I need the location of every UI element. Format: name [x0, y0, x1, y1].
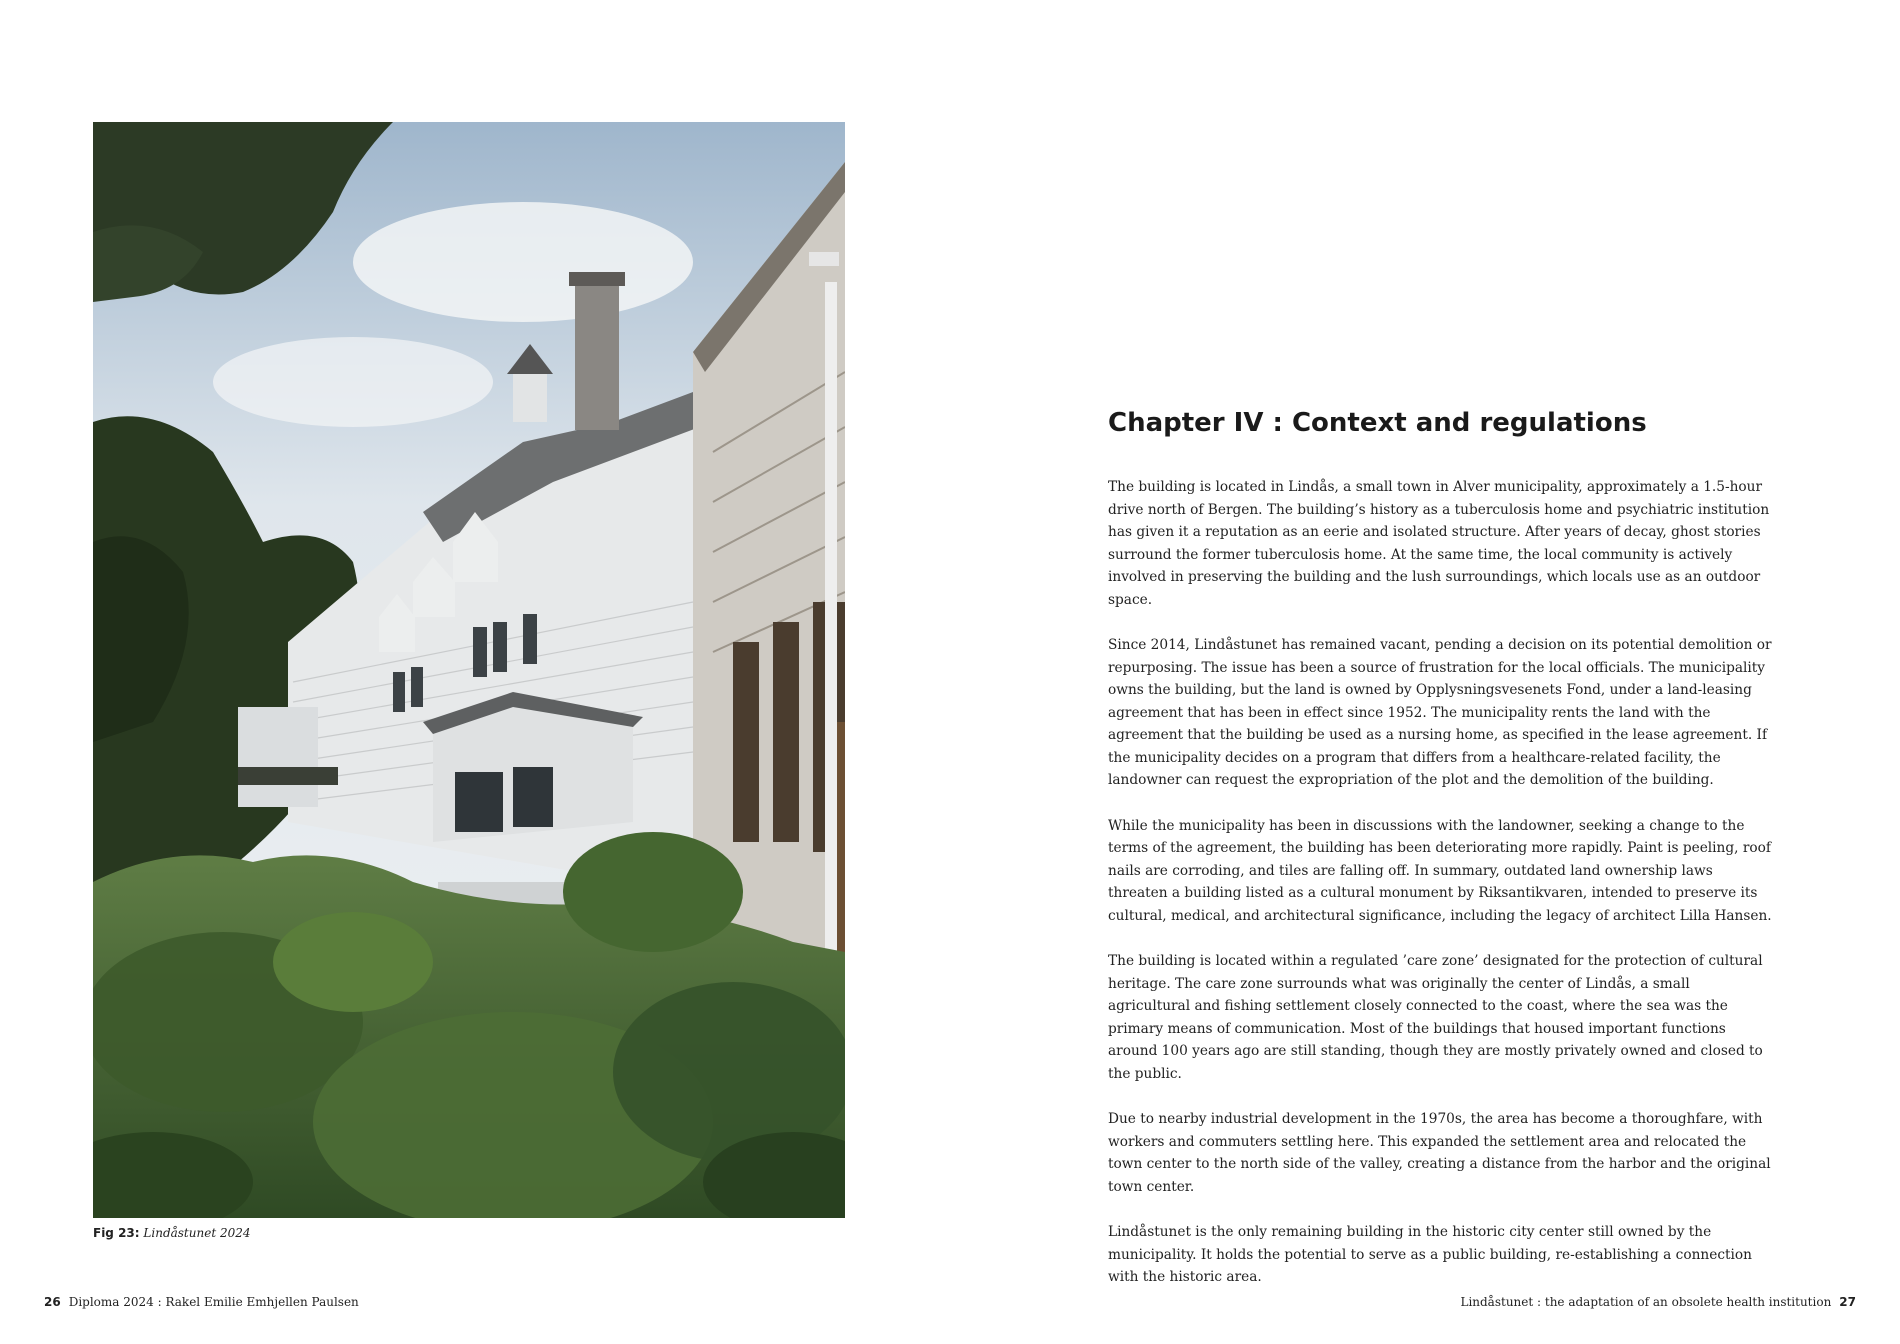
- paragraph-1: The building is located in Lindås, a small town in Alver municipality, approximately a 1.5-hour drive north of Bergen. The building’s history as a tuberculosis home and psychiatric institution has given it a reputation as an eerie and isolated structure. After years of decay, ghost stories surround the former tuberculosis home. At the same time, the local community is actively involved in preserving the building and the lush surroundings, which locals use as an outdoor space.: [1108, 479, 1770, 608]
- chapter-title: Chapter IV : Context and regulations: [1108, 408, 1647, 438]
- figure-caption: [93, 1226, 251, 1240]
- paragraph-4: The building is located within a regulated ’care zone’ designated for the protection of cultural heritage. The care zone surrounds what was originally the center of Lindås, a small agricultural and fishing settlement closely connected to the coast, where the sea was the primary means of communication. Most of the buildings that housed important functions around 100 years ago are still standing, though they are mostly privately owned and closed to the public.: [1108, 953, 1763, 1082]
- right-page-number: 27: [1839, 1295, 1856, 1309]
- left-footer-text: Diploma 2024 : Rakel Emilie Emhjellen Paulsen: [68, 1295, 359, 1309]
- paragraph-5: Due to nearby industrial development in the 1970s, the area has become a thoroughfare, with workers and commuters settling here. This expanded the settlement area and relocated the town center to the north side of the valley, creating a distance from the harbor and the original town center.: [1108, 1111, 1771, 1195]
- left-footer: [44, 1295, 359, 1309]
- chapter-body: [1108, 476, 1776, 1312]
- paragraph-3: While the municipality has been in discussions with the landowner, seeking a change to the terms of the agreement, the building has been deteriorating more rapidly. Paint is peeling, roof nails are corroding, and tiles are falling off. In summary, outdated land ownership laws threaten a building listed as a cultural monument by Riksantikvaren, intended to preserve its cultural, medical, and architectural significance, including the legacy of architect Lilla Hansen.: [1108, 817, 1772, 924]
- paragraph-2: Since 2014, Lindåstunet has remained vacant, pending a decision on its potential demolition or repurposing. The issue has been a source of frustration for the local officials. The municipality owns the building, but the land is owned by Opplysningsvesenets Fond, under a land-leasing agreement that has been in effect since 1952. The municipality rents the land with the agreement that the building be used as a nursing home, as specified in the lease agreement. If the municipality decides on a program that differs from a healthcare-related facility, the landowner can request the expropriation of the plot and the demolition of the building.: [1108, 637, 1772, 788]
- figure-label: Fig 23:: [93, 1226, 140, 1240]
- paragraph-6: Lindåstunet is the only remaining building in the historic city center still owned by the municipality. It holds the potential to serve as a public building, re-establishing a connection with the historic area.: [1108, 1224, 1752, 1285]
- building-photo: [93, 122, 845, 1218]
- figure-caption-text: Lindåstunet 2024: [143, 1226, 251, 1240]
- left-page-number: 26: [44, 1295, 61, 1309]
- right-footer-text: Lindåstunet : the adaptation of an obsolete health institution: [1460, 1295, 1832, 1309]
